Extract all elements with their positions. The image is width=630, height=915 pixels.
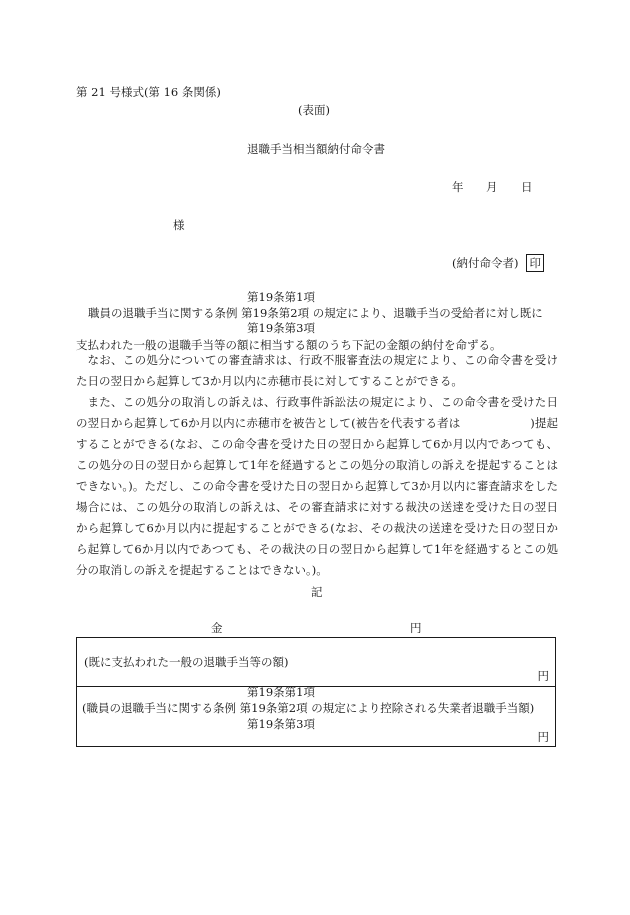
date-day: 日 [521,180,533,194]
clause-line-1: 第19条第1項 [247,290,315,304]
row2-suffix: の規定により控除される失業者退職手当額) [311,701,535,715]
row2-clause-3: 第19条第3項 [247,717,315,731]
ki-heading: 記 [311,585,323,599]
opening-line [88,308,543,320]
row2-unit: 円 [537,730,549,744]
table-row [77,638,555,687]
addressee-honorific: 様 [173,218,185,232]
opening-continuation: 支払われた一般の退職手当等の額に相当する額のうち下記の金額の納付を命ずる。 [76,338,502,352]
issuer-label: (納付命令者) [452,256,519,270]
review-paragraph: なお、この処分についての審査請求は、行政不服審査法の規定により、この命令書を受けた日の翌日から起算して3か月以内に赤穂市長に対してすることができる。 [76,353,558,388]
lawsuit-paragraph: また、この処分の取消しの訴えは、行政事件訴訟法の規定により、この命令書を受けた日の翌日から起算して6か月以内に赤穂市を被告として(被告を代表する者は )提起することができる(なお、この命令書を受けた日の翌日から起算して6か月以内であつても、この処分の日の翌日から起算して1年を経過するとこの処分の取消しの訴えを提起することはできない。)。ただし、この命令書を受けた日の翌日から起算して3か月以内に審査請求をした場合には、この処分の取消しの訴えは、その審査請求に対する裁決の送達を受けた日の翌日から起算して6か月以内に提起することができる(なお、その裁決の送達を受けた日の翌日から起算して6か月以内であつても、その裁決の日の翌日から起算して1年を経過するとこの処分の取消しの訴えを提起することはできない。)。 [76,395,558,577]
row2-prefix: (職員の退職手当に関する条例 [82,701,236,715]
row2-main-line [82,703,534,715]
seal-mark: 印 [526,254,544,272]
amount-label: 金 [211,621,223,635]
row1-unit: 円 [537,669,549,683]
amount-unit: 円 [410,621,422,635]
row2-clause-2: 第19条第2項 [239,701,308,715]
document-title: 退職手当相当額納付命令書 [247,142,385,156]
issuer-line [452,254,544,272]
amount-table [76,637,556,747]
date-year: 年 [452,180,464,194]
paid-allowance-label: (既に支払われた一般の退職手当等の額) [84,655,289,669]
form-number: 第 21 号様式(第 16 条関係) [76,85,221,99]
date-month: 月 [486,180,498,194]
clause-line-2: 第19条第2項 [241,306,310,320]
clause-line-3: 第19条第3項 [247,321,315,335]
opening-suffix: の規定により、退職手当の受給者に対し既に [312,306,543,320]
ordinance-name: 職員の退職手当に関する条例 [88,306,238,320]
table-row [77,686,555,747]
row2-clause-1: 第19条第1項 [247,685,315,699]
side-label: (表面) [298,103,330,117]
